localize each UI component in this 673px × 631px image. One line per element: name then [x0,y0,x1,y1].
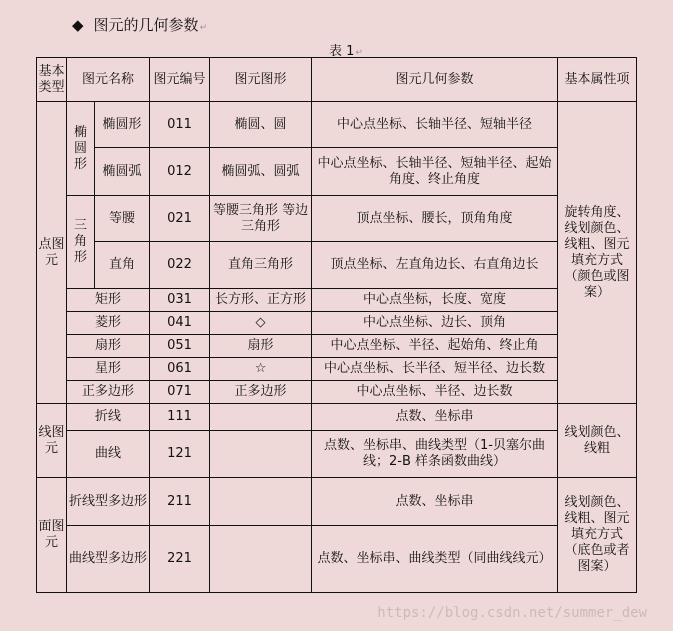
diamond-bullet-icon: ◆ [72,16,84,34]
cell-params: 中心点坐标、长半径、短半径、边长数 [312,358,558,381]
cell-name: 椭圆形 [95,102,150,148]
cell-id: 121 [150,431,210,478]
cell-name: 星形 [67,358,150,381]
table-row [37,289,637,312]
cell-shape: 椭圆弧、圆弧 [210,148,312,196]
group-line-attrs: 线划颜色、线粗 [558,404,637,478]
cell-id: 071 [150,381,210,404]
cell-shape [210,526,312,593]
section-title: 图元的几何参数 [93,16,199,34]
cell-name: 曲线 [67,431,150,478]
cell-name: 扇形 [67,335,150,358]
header-name: 图元名称 [67,58,150,102]
table-row [37,196,637,242]
table-row [37,431,637,478]
group-area-attrs: 线划颜色、线粗、图元填充方式（底色或者图案） [558,478,637,593]
cell-name: 等腰 [95,196,150,242]
cell-shape: 等腰三角形 等边三角形 [210,196,312,242]
group-line: 线图元 [37,404,67,478]
cell-shape: 椭圆、圆 [210,102,312,148]
watermark: https://blog.csdn.net/summer_dew [377,605,647,621]
cell-shape [210,478,312,526]
cell-id: 022 [150,242,210,289]
cell-params: 点数、坐标串、曲线类型（1-贝塞尔曲线；2-B 样条函数曲线） [312,431,558,478]
cell-name: 折线 [67,404,150,431]
header-attrs: 基本属性项 [558,58,637,102]
rhombus-icon: ◇ [210,312,312,335]
primitive-parameters-table [36,57,637,593]
table-row [37,404,637,431]
table-row [37,526,637,593]
table-row [37,242,637,289]
table-caption: 表 1↵ [329,44,363,59]
cell-params: 中心点坐标，长度、宽度 [312,289,558,312]
header-params: 图元几何参数 [312,58,558,102]
cell-shape: 长方形、正方形 [210,289,312,312]
cell-id: 021 [150,196,210,242]
star-icon: ☆ [210,358,312,381]
group-area: 面图元 [37,478,67,593]
section-heading: ◆ 图元的几何参数↵ [72,16,208,34]
group-point: 点图元 [37,102,67,404]
cell-shape: 正多边形 [210,381,312,404]
cell-shape [210,404,312,431]
cell-name: 曲线型多边形 [67,526,150,593]
cell-name: 折线型多边形 [67,478,150,526]
cell-shape [210,431,312,478]
cell-id: 221 [150,526,210,593]
table-row [37,148,637,196]
cell-shape: 扇形 [210,335,312,358]
cell-id: 061 [150,358,210,381]
cell-params: 中心点坐标、长轴半径、短轴半径、起始角度、终止角度 [312,148,558,196]
cell-id: 051 [150,335,210,358]
cell-shape: 直角三角形 [210,242,312,289]
cell-name: 菱形 [67,312,150,335]
cell-id: 211 [150,478,210,526]
cell-params: 中心点坐标、长轴半径、短轴半径 [312,102,558,148]
table-header-row [37,58,637,102]
table-row [37,102,637,148]
cell-params: 中心点坐标、半径、边长数 [312,381,558,404]
table-row [37,381,637,404]
table-row [37,358,637,381]
cell-id: 031 [150,289,210,312]
cell-name: 直角 [95,242,150,289]
cell-params: 中心点坐标、边长、顶角 [312,312,558,335]
header-type: 基本类型 [37,58,67,102]
cell-id: 012 [150,148,210,196]
cell-params: 顶点坐标、腰长，顶角角度 [312,196,558,242]
cell-params: 点数、坐标串 [312,404,558,431]
subgroup-ellipse: 椭圆形 [67,102,95,196]
cell-id: 111 [150,404,210,431]
table-row [37,335,637,358]
cell-params: 点数、坐标串、曲线类型（同曲线线元） [312,526,558,593]
group-point-attrs: 旋转角度、线划颜色、线粗、图元填充方式（颜色或图案） [558,102,637,404]
cell-name: 椭圆弧 [95,148,150,196]
cell-id: 041 [150,312,210,335]
table-row [37,478,637,526]
cell-params: 中心点坐标、半径、起始角、终止角 [312,335,558,358]
cell-name: 矩形 [67,289,150,312]
header-shape: 图元图形 [210,58,312,102]
cell-params: 顶点坐标、左直角边长、右直角边长 [312,242,558,289]
cell-name: 正多边形 [67,381,150,404]
table-row [37,312,637,335]
cell-id: 011 [150,102,210,148]
subgroup-triangle: 三角形 [67,196,95,289]
header-id: 图元编号 [150,58,210,102]
cell-params: 点数、坐标串 [312,478,558,526]
